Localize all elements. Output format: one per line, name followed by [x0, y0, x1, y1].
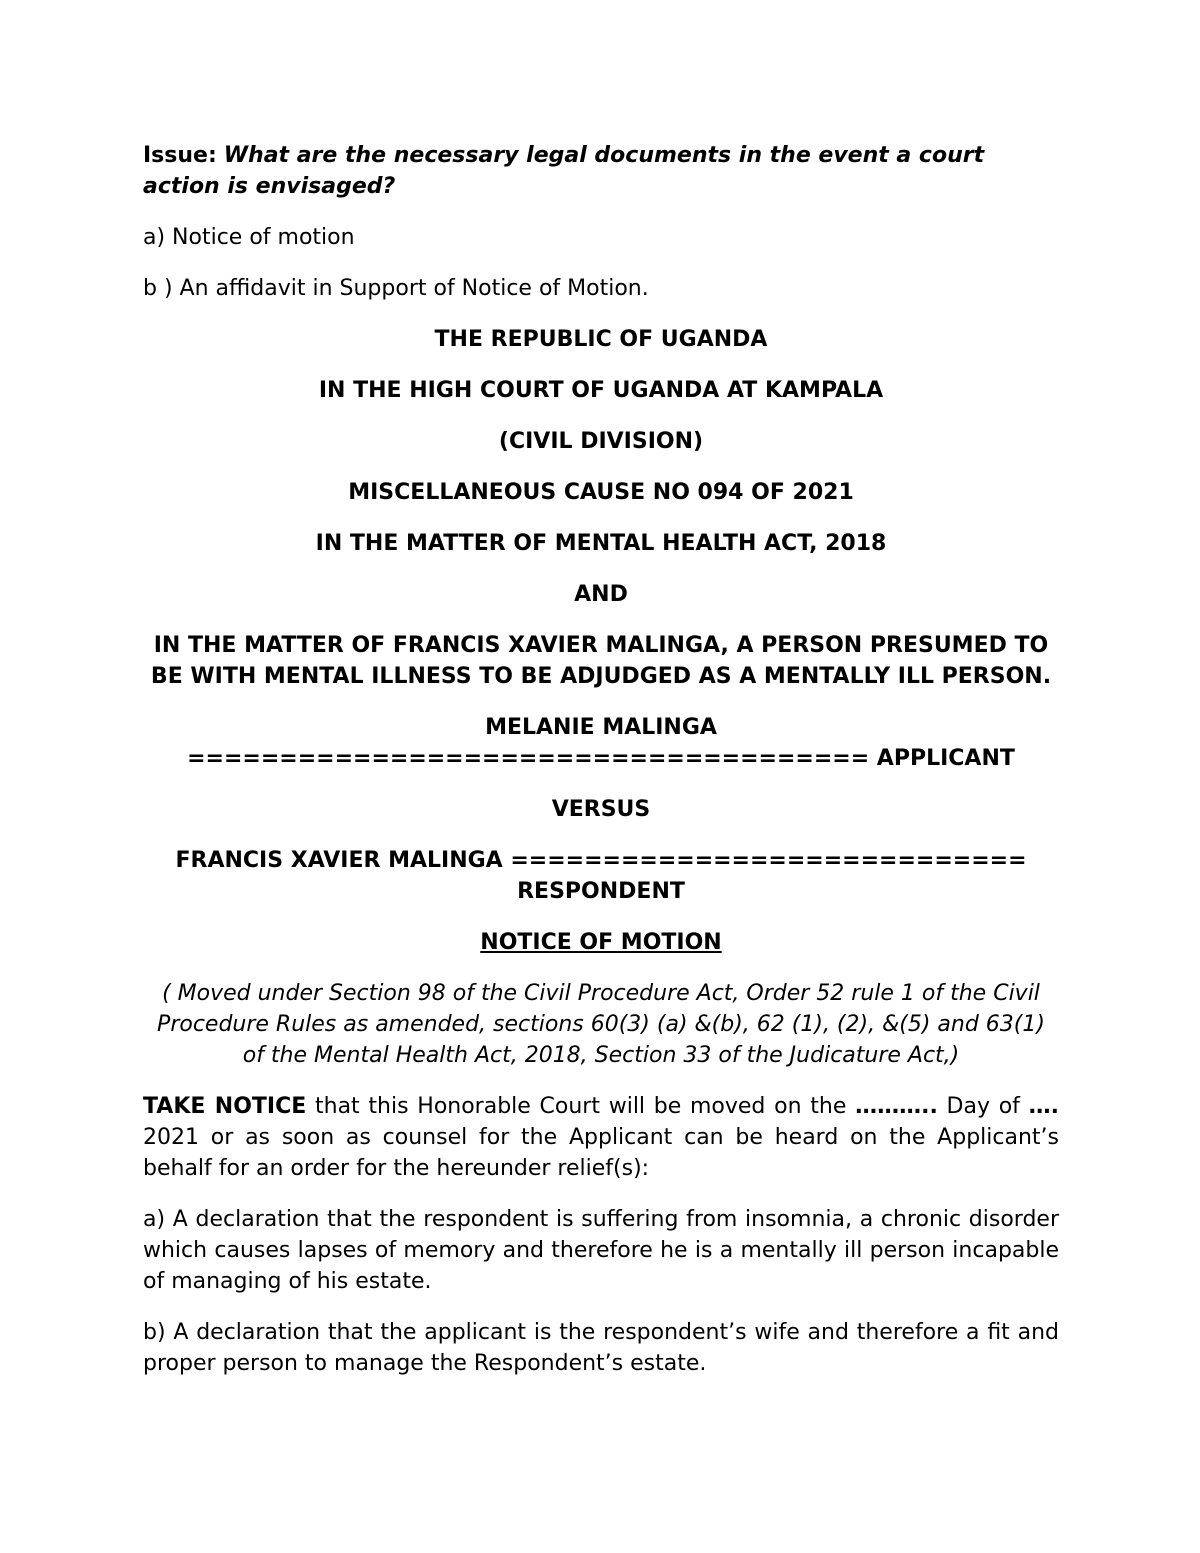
document-item-affidavit: b ) An affidavit in Support of Notice of Motion.	[143, 276, 649, 301]
versus-label: VERSUS	[551, 797, 651, 822]
moved-under-clause: ( Moved under Section 98 of the Civil Procedure Act, Order 52 rule 1 of the Civil Procedure Rules as amended, sections 60(3) (a) &(b), 62 (1), (2), &(5) and 63(1) of the Mental Health Act, 2018, Section 33 of the Judicature Act,)	[157, 981, 1045, 1068]
heading-court: IN THE HIGH COURT OF UGANDA AT KAMPALA	[318, 378, 884, 403]
applicant-name: MELANIE MALINGA	[485, 715, 717, 740]
heading-cause-number: MISCELLANEOUS CAUSE NO 094 OF 2021	[348, 480, 854, 505]
month-placeholder: ….	[1028, 1094, 1059, 1119]
heading-division: (CIVIL DIVISION)	[498, 429, 704, 454]
applicant-line: ===================================== APPLICANT	[187, 746, 1015, 771]
heading-matter-person: IN THE MATTER OF FRANCIS XAVIER MALINGA, A PERSON PRESUMED TO BE WITH MENTAL ILLNESS TO BE ADJUDGED AS A MENTALLY ILL PERSON.	[150, 633, 1052, 689]
heading-matter-act: IN THE MATTER OF MENTAL HEALTH ACT, 2018	[315, 531, 887, 556]
take-notice-text-2: Day of	[937, 1094, 1029, 1119]
issue-label: Issue:	[143, 143, 217, 168]
relief-a: a) A declaration that the respondent is suffering from insomnia, a chronic disorder which causes lapses of memory and therefore he is a mentally ill person incapable of managing of his estate.	[143, 1207, 1059, 1294]
notice-title: NOTICE OF MOTION	[480, 930, 722, 955]
heading-republic: THE REPUBLIC OF UGANDA	[434, 327, 768, 352]
take-notice-text-1: that this Honorable Court will be moved on the	[306, 1094, 856, 1119]
issue-paragraph	[143, 140, 1059, 202]
respondent-block	[143, 845, 1059, 907]
document-page	[143, 140, 1059, 1399]
document-item-notice-of-motion: a) Notice of motion	[143, 225, 355, 250]
issue-question: What are the necessary legal documents in the event a court action is envisaged?	[143, 143, 985, 199]
take-notice-text-3: 2021 or as soon as counsel for the Applicant can be heard on the Applicant’s behalf for an order for the hereunder relief(s):	[143, 1125, 1059, 1181]
relief-b: b) A declaration that the applicant is the respondent’s wife and therefore a fit and proper person to manage the Respondent’s estate.	[143, 1320, 1059, 1376]
applicant-block	[143, 712, 1059, 774]
respondent-label: RESPONDENT	[517, 879, 685, 904]
take-notice-paragraph	[143, 1091, 1059, 1184]
heading-and: AND	[574, 582, 628, 607]
day-placeholder: ………..	[855, 1094, 938, 1119]
take-notice-label: TAKE NOTICE	[143, 1094, 307, 1119]
respondent-line: FRANCIS XAVIER MALINGA ============================	[175, 848, 1027, 873]
